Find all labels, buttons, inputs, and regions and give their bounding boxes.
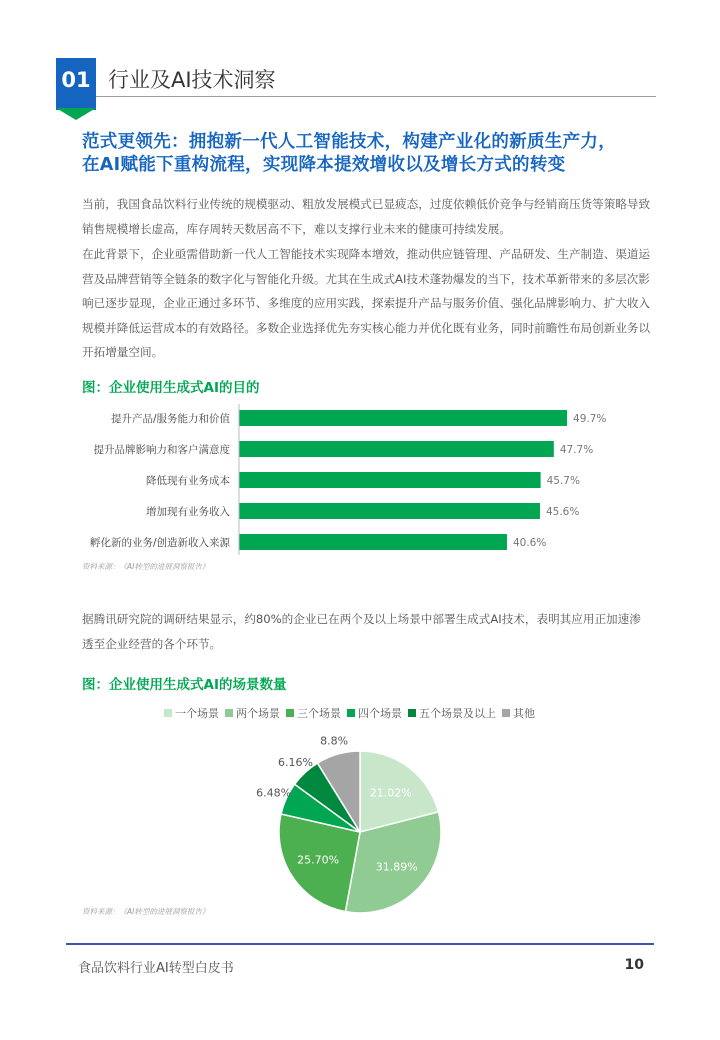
figure-2-source: 资料来源：《AI转型的进展洞察报告》	[82, 907, 210, 916]
section-divider	[96, 96, 656, 97]
bar-category-label: 提升品牌影响力和客户满意度	[93, 444, 230, 456]
legend-label: 三个场景	[297, 707, 341, 720]
section-number-badge	[56, 58, 96, 110]
bar	[239, 472, 541, 488]
section-number: 01	[61, 68, 91, 92]
bar	[239, 410, 567, 426]
headline	[82, 131, 662, 177]
section-title: 行业及AI技术洞察	[108, 68, 276, 92]
pie-value-label: 31.89%	[375, 860, 418, 874]
section-badge-tip	[56, 108, 96, 120]
paragraph-2: 在此背景下，企业亟需借助新一代人工智能技术实现降本增效，推动供应链管理、产品研发、生产制造、渠道运营及品牌营销等全链条的数字化与智能化升级。尤其在生成式AI技术蓬勃爆发的当下，技术革新带来的多层次影响已逐步显现，企业正通过多环节、多维度的应用实践，探索提升产品与服务价值、强化品牌影响力、扩大收入规模并降低运营成本的有效路径。多数企业选择优先夯实核心能力并优化既有业务，同时前瞻性布局创新业务以开拓增量空间。	[82, 247, 651, 359]
figure-2-title: 图：企业使用生成式AI的场景数量	[82, 677, 287, 693]
legend-label: 五个场景及以上	[419, 707, 496, 720]
legend-label: 一个场景	[175, 707, 219, 720]
scenario-pie-chart	[82, 700, 642, 920]
pie-value-label: 6.16%	[278, 756, 313, 770]
figure-1-source: 资料来源：《AI转型的进展洞察报告》	[82, 562, 210, 571]
bar-category-label: 增加现有业务收入	[146, 506, 230, 518]
purpose-bar-chart	[82, 402, 642, 557]
footer-title: 食品饮料行业AI转型白皮书	[78, 961, 234, 976]
bar-value-label: 45.6%	[545, 506, 580, 518]
bar-value-label: 49.7%	[573, 413, 607, 425]
footer-divider	[66, 943, 654, 945]
pie-value-label: 6.48%	[256, 786, 292, 800]
bar-value-label: 45.7%	[546, 475, 580, 487]
bar-value-label: 40.6%	[512, 537, 547, 549]
bar	[239, 441, 554, 457]
headline-line-1: 范式更领先：拥抱新一代人工智能技术，构建产业化的新质生产力，	[82, 132, 616, 152]
page-number: 10	[624, 957, 644, 973]
pie-value-label: 25.70%	[297, 853, 340, 867]
pie-value-label: 21.02%	[369, 786, 412, 800]
pie-value-label: 8.8%	[320, 734, 349, 748]
bar	[239, 503, 540, 519]
bar	[239, 534, 507, 550]
figure-1-title: 图：企业使用生成式AI的目的	[82, 380, 260, 396]
paragraph-3: 据腾讯研究院的调研结果显示，约80%的企业已在两个及以上场景中部署生成式AI技术，表明其应用正加速渗透至企业经营的各个环节。	[82, 612, 641, 651]
legend-label: 四个场景	[358, 707, 402, 720]
legend-label: 其他	[513, 707, 535, 720]
legend-label: 两个场景	[236, 707, 280, 720]
bar-category-label: 孵化新的业务/创造新收入来源	[89, 537, 230, 549]
bar-category-label: 降低现有业务成本	[146, 475, 230, 487]
bar-category-label: 提升产品/服务能力和价值	[110, 413, 230, 425]
bar-value-label: 47.7%	[559, 444, 594, 456]
paragraph-1: 当前，我国食品饮料行业传统的规模驱动、粗放发展模式已显疲态，过度依赖低价竞争与经销商压货等策略导致销售规模增长虚高，库存周转天数居高不下，难以支撑行业未来的健康可持续发展。	[82, 197, 651, 236]
headline-line-2: 在AI赋能下重构流程，实现降本提效增收以及增长方式的转变	[82, 155, 566, 175]
